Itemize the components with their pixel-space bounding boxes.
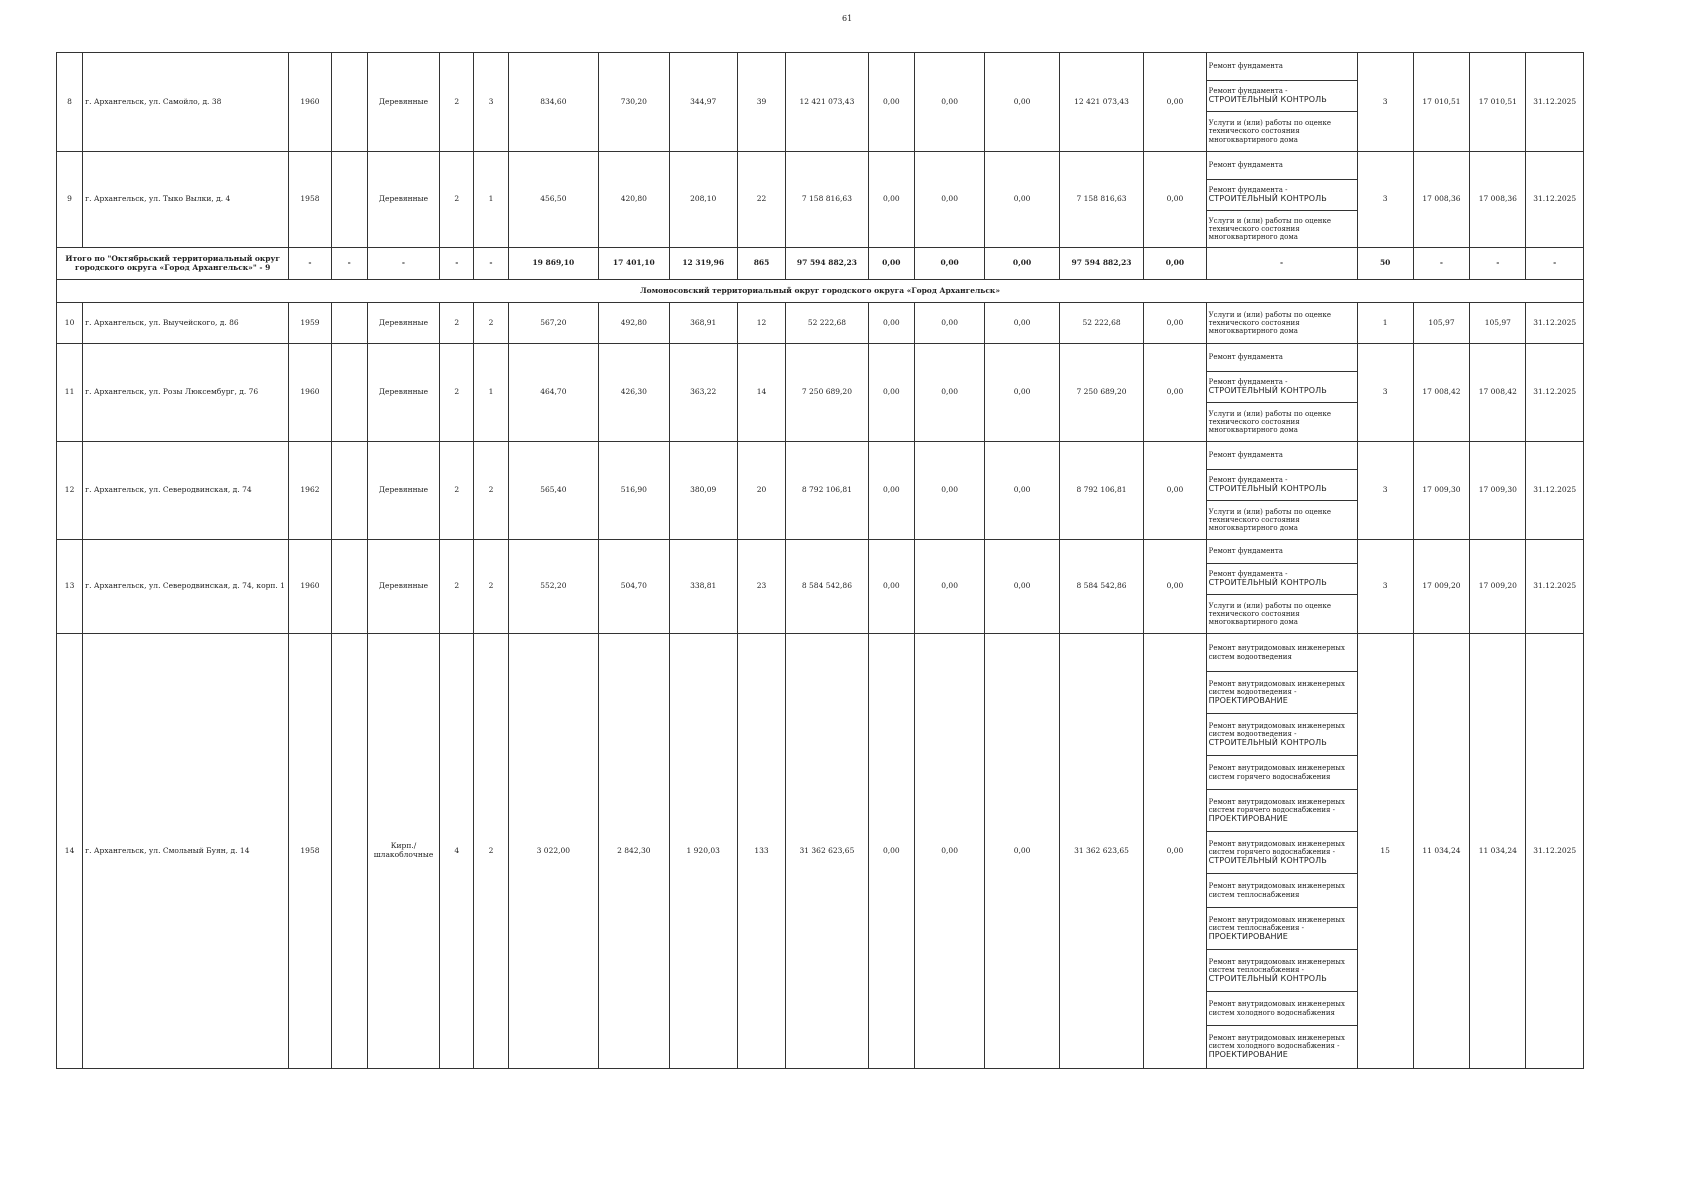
work-item xyxy=(1207,442,1357,470)
cell-year: 1960 xyxy=(289,540,331,634)
work-item-text: Ремонт внутридомовых инженерных систем горячего водоснабжения - xyxy=(1208,839,1345,856)
cell-area-living: 2 842,30 xyxy=(599,634,669,1069)
cell-num: 9 xyxy=(57,152,83,248)
work-list-cell xyxy=(1206,540,1357,634)
cell-address: г. Архангельск, ул. Северодвинская, д. 74 xyxy=(83,442,289,540)
cell-dash: - xyxy=(440,248,474,280)
total-area-residential: 12 319,96 xyxy=(669,248,737,280)
cell-material: Деревянные xyxy=(367,152,439,248)
cell-floors: 2 xyxy=(440,152,474,248)
cell-f2: 0,00 xyxy=(914,344,984,442)
cell-f3: 0,00 xyxy=(985,634,1059,1069)
total-f2: 0,00 xyxy=(914,248,984,280)
work-item-text: Ремонт внутридомовых инженерных систем горячего водоснабжения xyxy=(1208,764,1345,781)
cell-work-count: 3 xyxy=(1357,540,1413,634)
section-title: Ломоносовский территориальный округ городского округа «Город Архангельск» xyxy=(57,280,1584,303)
cell-area-total: 834,60 xyxy=(508,53,599,152)
total-cost-total: 97 594 882,23 xyxy=(786,248,868,280)
cell-address: г. Архангельск, ул. Тыко Вылки, д. 4 xyxy=(83,152,289,248)
table-row xyxy=(57,442,1584,540)
cell-f2: 0,00 xyxy=(914,540,984,634)
total-f4: 97 594 882,23 xyxy=(1059,248,1143,280)
table-row xyxy=(57,303,1584,344)
cell-f5: 0,00 xyxy=(1144,442,1206,540)
cell-c3 xyxy=(331,303,367,344)
work-item-text: Ремонт фундамента - xyxy=(1208,570,1288,579)
cell-f4: 8 792 106,81 xyxy=(1059,442,1143,540)
cell-c3 xyxy=(331,442,367,540)
work-item xyxy=(1207,372,1357,403)
work-item-text: Ремонт фундамента xyxy=(1208,161,1283,170)
cell-cost-total: 12 421 073,43 xyxy=(786,53,868,152)
cell-f3: 0,00 xyxy=(985,344,1059,442)
cell-f2: 0,00 xyxy=(914,53,984,152)
cell-unit-cost: 17 010,51 xyxy=(1413,53,1469,152)
work-item xyxy=(1207,303,1357,343)
cell-area-total: 552,20 xyxy=(508,540,599,634)
work-item-text: Услуги и (или) работы по оценке технического состояния многоквартирного дома xyxy=(1208,216,1331,242)
cell-area-total: 3 022,00 xyxy=(508,634,599,1069)
cell-f3: 0,00 xyxy=(985,442,1059,540)
work-item-text: Ремонт внутридомовых инженерных систем теплоснабжения - xyxy=(1208,915,1345,932)
work-item xyxy=(1207,595,1357,633)
cell-area-total: 565,40 xyxy=(508,442,599,540)
cell-year: 1958 xyxy=(289,152,331,248)
cell-unit-cost: 17 008,36 xyxy=(1413,152,1469,248)
work-item-text: Ремонт внутридомовых инженерных систем водоотведения - xyxy=(1208,721,1345,738)
cell-entrances: 2 xyxy=(474,540,508,634)
cell-unit-cost-max: 17 008,36 xyxy=(1470,152,1526,248)
cell-cost-total: 8 584 542,86 xyxy=(786,540,868,634)
cell-f4: 7 250 689,20 xyxy=(1059,344,1143,442)
cell-unit-cost: 105,97 xyxy=(1413,303,1469,344)
work-item xyxy=(1207,950,1357,992)
work-list-cell xyxy=(1206,344,1357,442)
cell-f1: 0,00 xyxy=(868,152,914,248)
cell-residents: 12 xyxy=(737,303,785,344)
cell-area-residential: 363,22 xyxy=(669,344,737,442)
cell-f5: 0,00 xyxy=(1144,53,1206,152)
cell-cost-total: 8 792 106,81 xyxy=(786,442,868,540)
repair-program-table xyxy=(56,52,1584,1069)
work-item xyxy=(1207,152,1357,180)
work-item xyxy=(1207,112,1357,151)
cell-floors: 2 xyxy=(440,303,474,344)
cell-cost-total: 7 158 816,63 xyxy=(786,152,868,248)
cell-year: 1962 xyxy=(289,442,331,540)
work-item xyxy=(1207,908,1357,950)
work-item xyxy=(1207,540,1357,564)
work-item xyxy=(1207,501,1357,539)
work-item xyxy=(1207,756,1357,790)
work-item-caption: ПРОЕКТИРОВАНИЕ xyxy=(1208,931,1288,941)
cell-f2: 0,00 xyxy=(914,152,984,248)
cell-entrances: 2 xyxy=(474,303,508,344)
total-residents: 865 xyxy=(737,248,785,280)
cell-floors: 4 xyxy=(440,634,474,1069)
cell-year: 1960 xyxy=(289,344,331,442)
cell-unit-cost: 17 009,20 xyxy=(1413,540,1469,634)
page-number: 61 xyxy=(842,14,853,23)
work-item xyxy=(1207,344,1357,372)
work-item-caption: СТРОИТЕЛЬНЫЙ КОНТРОЛЬ xyxy=(1208,484,1327,494)
cell-unit-cost-max: 17 009,30 xyxy=(1470,442,1526,540)
total-label: Итого по "Октябрьский территориальный округ городского округа «Город Архангельск»" - 9 xyxy=(57,248,289,280)
work-item xyxy=(1207,874,1357,908)
work-item-text: Услуги и (или) работы по оценке технического состояния многоквартирного дома xyxy=(1208,601,1331,627)
work-item xyxy=(1207,180,1357,211)
cell-cost-total: 31 362 623,65 xyxy=(786,634,868,1069)
cell-f4: 7 158 816,63 xyxy=(1059,152,1143,248)
cell-deadline: 31.12.2025 xyxy=(1526,303,1584,344)
cell-f1: 0,00 xyxy=(868,634,914,1069)
cell-residents: 14 xyxy=(737,344,785,442)
cell-num: 12 xyxy=(57,442,83,540)
cell-entrances: 2 xyxy=(474,442,508,540)
cell-material: Кирп./шлакоблочные xyxy=(367,634,439,1069)
cell-work-count: 3 xyxy=(1357,442,1413,540)
cell-f5: 0,00 xyxy=(1144,634,1206,1069)
cell-material: Деревянные xyxy=(367,540,439,634)
cell-deadline: 31.12.2025 xyxy=(1526,442,1584,540)
cell-area-residential: 368,91 xyxy=(669,303,737,344)
cell-entrances: 3 xyxy=(474,53,508,152)
work-item-text: Ремонт внутридомовых инженерных систем теплоснабжения xyxy=(1208,882,1345,899)
cell-f5: 0,00 xyxy=(1144,152,1206,248)
work-item-caption: СТРОИТЕЛЬНЫЙ КОНТРОЛЬ xyxy=(1208,386,1327,396)
cell-deadline: 31.12.2025 xyxy=(1526,540,1584,634)
work-item-text: Услуги и (или) работы по оценке технического состояния многоквартирного дома xyxy=(1208,119,1331,144)
work-item-text: Ремонт внутридомовых инженерных систем теплоснабжения - xyxy=(1208,957,1345,974)
cell-material: Деревянные xyxy=(367,442,439,540)
cell-work-count: 1 xyxy=(1357,303,1413,344)
cell-entrances: 2 xyxy=(474,634,508,1069)
cell-area-living: 516,90 xyxy=(599,442,669,540)
cell-residents: 23 xyxy=(737,540,785,634)
work-item-text: Ремонт фундамента xyxy=(1208,353,1283,362)
work-item-caption: СТРОИТЕЛЬНЫЙ КОНТРОЛЬ xyxy=(1208,95,1327,105)
cell-c3 xyxy=(331,53,367,152)
work-item-text: Ремонт фундамента - xyxy=(1208,87,1288,96)
cell-residents: 39 xyxy=(737,53,785,152)
cell-area-residential: 1 920,03 xyxy=(669,634,737,1069)
cell-c3 xyxy=(331,540,367,634)
work-item-text: Услуги и (или) работы по оценке технического состояния многоквартирного дома xyxy=(1208,507,1331,533)
work-item xyxy=(1207,832,1357,874)
cell-f3: 0,00 xyxy=(985,53,1059,152)
cell-deadline: 31.12.2025 xyxy=(1526,344,1584,442)
section-row xyxy=(57,280,1584,303)
cell-c3 xyxy=(331,634,367,1069)
cell-unit-cost: 17 008,42 xyxy=(1413,344,1469,442)
work-item-text: Ремонт фундамента - xyxy=(1208,378,1288,387)
cell-f3: 0,00 xyxy=(985,152,1059,248)
work-item xyxy=(1207,672,1357,714)
cell-work-count: 3 xyxy=(1357,53,1413,152)
table-row xyxy=(57,634,1584,1069)
work-list-cell xyxy=(1206,442,1357,540)
cell-work-count: 15 xyxy=(1357,634,1413,1069)
cell-unit-cost: 17 009,30 xyxy=(1413,442,1469,540)
cell-area-living: 504,70 xyxy=(599,540,669,634)
cell-floors: 2 xyxy=(440,344,474,442)
cell-unit-cost-max: 17 009,20 xyxy=(1470,540,1526,634)
work-item xyxy=(1207,714,1357,756)
work-item-text: Ремонт внутридомовых инженерных систем горячего водоснабжения - xyxy=(1208,797,1345,814)
work-item xyxy=(1207,81,1357,112)
work-item-text: Услуги и (или) работы по оценке технического состояния многоквартирного дома xyxy=(1208,409,1331,435)
work-item xyxy=(1207,470,1357,501)
cell-deadline: 31.12.2025 xyxy=(1526,53,1584,152)
cell-f3: 0,00 xyxy=(985,303,1059,344)
cell-cost-total: 7 250 689,20 xyxy=(786,344,868,442)
cell-c3 xyxy=(331,152,367,248)
work-item-text: Ремонт фундамента xyxy=(1208,547,1283,556)
cell-material: Деревянные xyxy=(367,344,439,442)
total-row xyxy=(57,248,1584,280)
work-item xyxy=(1207,53,1357,81)
cell-area-living: 730,20 xyxy=(599,53,669,152)
cell-unit-cost-max: 11 034,24 xyxy=(1470,634,1526,1069)
work-item xyxy=(1207,790,1357,832)
work-item-text: Ремонт фундамента xyxy=(1208,451,1283,460)
cell-dash: - xyxy=(1413,248,1469,280)
cell-address: г. Архангельск, ул. Розы Люксембург, д. 76 xyxy=(83,344,289,442)
cell-area-residential: 338,81 xyxy=(669,540,737,634)
cell-material: Деревянные xyxy=(367,303,439,344)
work-item xyxy=(1207,634,1357,672)
work-item-text: Ремонт внутридомовых инженерных систем водоотведения - xyxy=(1208,679,1345,696)
cell-f4: 31 362 623,65 xyxy=(1059,634,1143,1069)
cell-f2: 0,00 xyxy=(914,442,984,540)
cell-floors: 2 xyxy=(440,442,474,540)
cell-f1: 0,00 xyxy=(868,540,914,634)
work-item-caption: СТРОИТЕЛЬНЫЙ КОНТРОЛЬ xyxy=(1208,578,1327,588)
cell-num: 11 xyxy=(57,344,83,442)
cell-material: Деревянные xyxy=(367,53,439,152)
cell-address: г. Архангельск, ул. Северодвинская, д. 74, корп. 1 xyxy=(83,540,289,634)
cell-num: 8 xyxy=(57,53,83,152)
cell-f1: 0,00 xyxy=(868,53,914,152)
table-row xyxy=(57,540,1584,634)
cell-year: 1959 xyxy=(289,303,331,344)
work-item-text: Услуги и (или) работы по оценке технического состояния многоквартирного дома xyxy=(1208,310,1331,336)
work-item-caption: СТРОИТЕЛЬНЫЙ КОНТРОЛЬ xyxy=(1208,737,1327,747)
work-list-cell xyxy=(1206,152,1357,248)
work-item-text: Ремонт внутридомовых инженерных систем холодного водоснабжения xyxy=(1208,1000,1345,1017)
cell-f5: 0,00 xyxy=(1144,344,1206,442)
cell-dash: - xyxy=(1470,248,1526,280)
cell-area-residential: 380,09 xyxy=(669,442,737,540)
work-item xyxy=(1207,564,1357,595)
cell-area-total: 464,70 xyxy=(508,344,599,442)
cell-area-total: 567,20 xyxy=(508,303,599,344)
cell-residents: 22 xyxy=(737,152,785,248)
cell-f4: 8 584 542,86 xyxy=(1059,540,1143,634)
cell-unit-cost: 11 034,24 xyxy=(1413,634,1469,1069)
cell-entrances: 1 xyxy=(474,344,508,442)
cell-cost-total: 52 222,68 xyxy=(786,303,868,344)
cell-num: 13 xyxy=(57,540,83,634)
cell-residents: 133 xyxy=(737,634,785,1069)
cell-num: 10 xyxy=(57,303,83,344)
work-item-caption: ПРОЕКТИРОВАНИЕ xyxy=(1208,695,1288,705)
cell-area-living: 492,80 xyxy=(599,303,669,344)
work-item xyxy=(1207,992,1357,1026)
work-item-text: Ремонт внутридомовых инженерных систем водоотведения xyxy=(1208,644,1345,661)
table-row xyxy=(57,344,1584,442)
work-item-caption: СТРОИТЕЛЬНЫЙ КОНТРОЛЬ xyxy=(1208,973,1327,983)
cell-unit-cost-max: 17 008,42 xyxy=(1470,344,1526,442)
cell-area-living: 420,80 xyxy=(599,152,669,248)
cell-dash: - xyxy=(1206,248,1357,280)
work-item xyxy=(1207,211,1357,247)
work-item-text: Ремонт внутридомовых инженерных систем холодного водоснабжения - xyxy=(1208,1034,1345,1051)
cell-f1: 0,00 xyxy=(868,303,914,344)
total-work-count: 50 xyxy=(1357,248,1413,280)
cell-unit-cost-max: 105,97 xyxy=(1470,303,1526,344)
work-item-caption: ПРОЕКТИРОВАНИЕ xyxy=(1208,1050,1288,1060)
total-f5: 0,00 xyxy=(1144,248,1206,280)
cell-floors: 2 xyxy=(440,53,474,152)
cell-floors: 2 xyxy=(440,540,474,634)
cell-deadline: 31.12.2025 xyxy=(1526,152,1584,248)
cell-address: г. Архангельск, ул. Самойло, д. 38 xyxy=(83,53,289,152)
cell-residents: 20 xyxy=(737,442,785,540)
cell-entrances: 1 xyxy=(474,152,508,248)
cell-c3 xyxy=(331,344,367,442)
cell-address: г. Архангельск, ул. Выучейского, д. 86 xyxy=(83,303,289,344)
work-item xyxy=(1207,1026,1357,1068)
work-item-text: Ремонт фундамента - xyxy=(1208,476,1288,485)
cell-f4: 52 222,68 xyxy=(1059,303,1143,344)
work-item-text: Ремонт фундамента - xyxy=(1208,186,1288,195)
cell-f1: 0,00 xyxy=(868,442,914,540)
work-item xyxy=(1207,403,1357,441)
work-list-cell xyxy=(1206,303,1357,344)
table-row xyxy=(57,152,1584,248)
cell-f4: 12 421 073,43 xyxy=(1059,53,1143,152)
work-item-text: Ремонт фундамента xyxy=(1208,62,1283,71)
cell-f1: 0,00 xyxy=(868,344,914,442)
total-area-living: 17 401,10 xyxy=(599,248,669,280)
cell-dash: - xyxy=(289,248,331,280)
cell-dash: - xyxy=(367,248,439,280)
cell-area-residential: 208,10 xyxy=(669,152,737,248)
cell-work-count: 3 xyxy=(1357,344,1413,442)
work-item-caption: ПРОЕКТИРОВАНИЕ xyxy=(1208,813,1288,823)
total-area-total: 19 869,10 xyxy=(508,248,599,280)
table-row xyxy=(57,53,1584,152)
work-list-cell xyxy=(1206,634,1357,1069)
cell-num: 14 xyxy=(57,634,83,1069)
cell-f2: 0,00 xyxy=(914,634,984,1069)
cell-dash: - xyxy=(331,248,367,280)
cell-f5: 0,00 xyxy=(1144,540,1206,634)
total-f3: 0,00 xyxy=(985,248,1059,280)
cell-address: г. Архангельск, ул. Смольный Буян, д. 14 xyxy=(83,634,289,1069)
work-list-cell xyxy=(1206,53,1357,152)
cell-area-living: 426,30 xyxy=(599,344,669,442)
cell-dash: - xyxy=(1526,248,1584,280)
cell-year: 1958 xyxy=(289,634,331,1069)
total-f1: 0,00 xyxy=(868,248,914,280)
cell-f5: 0,00 xyxy=(1144,303,1206,344)
cell-deadline: 31.12.2025 xyxy=(1526,634,1584,1069)
work-item-caption: СТРОИТЕЛЬНЫЙ КОНТРОЛЬ xyxy=(1208,855,1327,865)
cell-unit-cost-max: 17 010,51 xyxy=(1470,53,1526,152)
cell-f2: 0,00 xyxy=(914,303,984,344)
cell-area-residential: 344,97 xyxy=(669,53,737,152)
cell-year: 1960 xyxy=(289,53,331,152)
cell-dash: - xyxy=(474,248,508,280)
cell-work-count: 3 xyxy=(1357,152,1413,248)
work-item-caption: СТРОИТЕЛЬНЫЙ КОНТРОЛЬ xyxy=(1208,194,1327,204)
cell-area-total: 456,50 xyxy=(508,152,599,248)
cell-f3: 0,00 xyxy=(985,540,1059,634)
